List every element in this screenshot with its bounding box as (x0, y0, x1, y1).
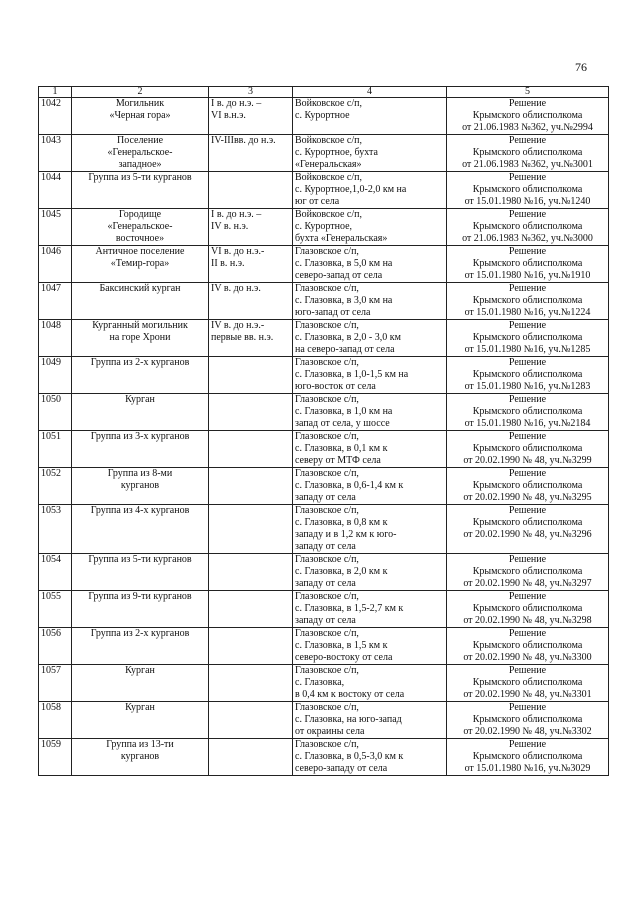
table-row (39, 505, 609, 554)
dating-cell (209, 246, 293, 283)
table-row (39, 357, 609, 394)
location-cell-line: от окраины села (295, 726, 365, 737)
location-cell-line: Глазовское с/п, (295, 505, 359, 516)
decision-cell-line: от 20.02.1990 № 48, уч.№3295 (463, 492, 592, 503)
decision-cell-line: от 20.02.1990 № 48, уч.№3298 (463, 615, 592, 626)
site-name-cell (72, 135, 209, 172)
table-row (39, 209, 609, 246)
decision-cell-line: Крымского облисполкома (472, 332, 583, 343)
location-cell-line: Глазовское с/п, (295, 357, 359, 368)
decision-cell-line: Решение (508, 702, 547, 713)
dating-cell (209, 591, 293, 628)
decision-cell-line: Решение (508, 628, 547, 639)
site-name-cell (72, 431, 209, 468)
decision-cell-line: от 20.02.1990 № 48, уч.№3297 (463, 578, 592, 589)
dating-cell (209, 357, 293, 394)
decision-cell-line: Крымского облисполкома (472, 369, 583, 380)
location-cell-line: северо-западу от села (295, 763, 388, 774)
table-row (39, 665, 609, 702)
location-cell-line: Глазовское с/п, (295, 591, 359, 602)
decision-cell-line: Решение (508, 505, 547, 516)
dating-cell-line: VI в. до н.э.- (211, 246, 265, 257)
decision-cell-line: от 20.02.1990 № 48, уч.№3299 (463, 455, 592, 466)
dating-cell (209, 505, 293, 554)
site-name-cell (72, 246, 209, 283)
dating-cell-line: VI в.н.э. (211, 110, 246, 121)
column-header: 2 (72, 87, 209, 98)
location-cell-line: с. Глазовка, в 3,0 км на (295, 295, 393, 306)
dating-cell-line: первые вв. н.э. (211, 332, 274, 343)
location-cell (293, 665, 447, 702)
column-header: 4 (293, 87, 447, 98)
location-cell-line: с. Глазовка, (295, 677, 345, 688)
location-cell (293, 98, 447, 135)
decision-cell-line: Решение (508, 739, 547, 750)
location-cell-line: северо-востоку от села (295, 652, 393, 663)
decision-cell (447, 554, 609, 591)
decision-cell-line: Решение (508, 431, 547, 442)
location-cell (293, 628, 447, 665)
row-number-cell: 1044 (39, 172, 72, 209)
dating-cell (209, 702, 293, 739)
row-number-cell: 1057 (39, 665, 72, 702)
location-cell-line: в 0,4 км к востоку от села (295, 689, 405, 700)
decision-cell (447, 628, 609, 665)
site-name-cell-line: Курганный могильник (92, 320, 188, 331)
site-name-cell-line: Курган (125, 394, 155, 405)
decision-cell-line: от 21.06.1983 №362, уч.№2994 (462, 122, 593, 133)
table-row (39, 246, 609, 283)
row-number-cell: 1047 (39, 283, 72, 320)
decision-cell (447, 357, 609, 394)
decision-cell (447, 739, 609, 776)
decision-cell-line: Решение (508, 246, 547, 257)
decision-cell (447, 665, 609, 702)
decision-cell-line: Крымского облисполкома (472, 258, 583, 269)
decision-cell-line: от 15.01.1980 №16, уч.№1240 (464, 196, 591, 207)
location-cell (293, 209, 447, 246)
location-cell-line: с. Курортное (295, 110, 350, 121)
column-header: 3 (209, 87, 293, 98)
decision-cell-line: от 20.02.1990 № 48, уч.№3302 (463, 726, 592, 737)
location-cell-line: Глазовское с/п, (295, 320, 359, 331)
decision-cell-line: Крымского облисполкома (472, 517, 583, 528)
location-cell-line: с. Глазовка, в 1,0-1,5 км на (295, 369, 409, 380)
dating-cell (209, 283, 293, 320)
dating-cell-line: IV-IIIвв. до н.э. (211, 135, 276, 146)
table-row (39, 702, 609, 739)
location-cell (293, 320, 447, 357)
location-cell-line: с. Курортное, бухта (295, 147, 378, 158)
site-name-cell (72, 320, 209, 357)
site-name-cell (72, 665, 209, 702)
dating-cell (209, 172, 293, 209)
table-row (39, 283, 609, 320)
dating-cell (209, 431, 293, 468)
site-name-cell (72, 283, 209, 320)
dating-cell-line: IV в. до н.э.- (211, 320, 265, 331)
location-cell-line: с. Глазовка, в 0,1 км к (295, 443, 388, 454)
row-number-cell: 1046 (39, 246, 72, 283)
site-name-cell-line: Группа из 9-ти курганов (88, 591, 192, 602)
location-cell-line: с. Глазовка, в 2,0 - 3,0 км (295, 332, 401, 343)
location-cell (293, 283, 447, 320)
site-name-cell (72, 394, 209, 431)
decision-cell (447, 246, 609, 283)
decision-cell (447, 591, 609, 628)
site-name-cell-line: курганов (120, 751, 160, 762)
row-number-cell: 1059 (39, 739, 72, 776)
site-name-cell-line: Группа из 5-ти курганов (88, 554, 192, 565)
location-cell-line: северо-запад от села (295, 270, 383, 281)
location-cell-line: с. Глазовка, в 0,8 км к (295, 517, 388, 528)
row-number-cell: 1053 (39, 505, 72, 554)
location-cell-line: на северо-запад от села (295, 344, 395, 355)
location-cell-line: западу от села (295, 615, 356, 626)
row-number-cell: 1042 (39, 98, 72, 135)
table-row (39, 135, 609, 172)
location-cell-line: Глазовское с/п, (295, 665, 359, 676)
row-number-cell: 1058 (39, 702, 72, 739)
decision-cell-line: Крымского облисполкома (472, 714, 583, 725)
location-cell-line: Глазовское с/п, (295, 739, 359, 750)
decision-cell (447, 505, 609, 554)
decision-cell-line: от 20.02.1990 № 48, уч.№3300 (463, 652, 592, 663)
registry-body (39, 98, 609, 776)
table-row (39, 172, 609, 209)
dating-cell-line: IV в. н.э. (211, 221, 249, 232)
location-cell-line: Глазовское с/п, (295, 468, 359, 479)
decision-cell-line: от 15.01.1980 №16, уч.№1910 (464, 270, 591, 281)
location-cell-line: Глазовское с/п, (295, 702, 359, 713)
site-name-cell-line: Античное поселение (95, 246, 185, 257)
dating-cell-line: II в. н.э. (211, 258, 245, 269)
decision-cell-line: от 21.06.1983 №362, уч.№3000 (462, 233, 593, 244)
location-cell (293, 468, 447, 505)
site-name-cell (72, 554, 209, 591)
decision-cell (447, 135, 609, 172)
row-number-cell: 1051 (39, 431, 72, 468)
dating-cell (209, 320, 293, 357)
location-cell (293, 394, 447, 431)
location-cell-line: Войковское с/п, (295, 172, 362, 183)
row-number-cell: 1052 (39, 468, 72, 505)
location-cell-line: с. Глазовка, в 1,5 км к (295, 640, 388, 651)
table-row (39, 431, 609, 468)
site-name-cell (72, 172, 209, 209)
location-cell-line: Глазовское с/п, (295, 246, 359, 257)
decision-cell (447, 431, 609, 468)
location-cell-line: западу от села (295, 541, 356, 552)
decision-cell-line: Крымского облисполкома (472, 480, 583, 491)
site-name-cell (72, 591, 209, 628)
location-cell (293, 739, 447, 776)
decision-cell-line: Решение (508, 283, 547, 294)
table-row (39, 320, 609, 357)
site-name-cell-line: «Генеральское- (107, 147, 173, 158)
decision-cell-line: Крымского облисполкома (472, 566, 583, 577)
site-name-cell-line: Группа из 2-х курганов (90, 628, 190, 639)
site-name-cell-line: «Генеральское- (107, 221, 173, 232)
dating-cell (209, 665, 293, 702)
site-name-cell-line: западное» (118, 159, 162, 170)
location-cell (293, 702, 447, 739)
location-cell-line: Войковское с/п, (295, 98, 362, 109)
location-cell-line: Глазовское с/п, (295, 554, 359, 565)
site-name-cell (72, 505, 209, 554)
heritage-registry-table (38, 86, 609, 776)
decision-cell-line: Решение (508, 554, 547, 565)
decision-cell-line: от 15.01.1980 №16, уч.№1285 (464, 344, 591, 355)
decision-cell-line: Крымского облисполкома (472, 443, 583, 454)
location-cell-line: с. Глазовка, в 0,5-3,0 км к (295, 751, 404, 762)
location-cell-line: западу от села (295, 578, 356, 589)
location-cell-line: западу от села (295, 492, 356, 503)
column-header: 5 (447, 87, 609, 98)
site-name-cell-line: Поселение (116, 135, 164, 146)
dating-cell (209, 135, 293, 172)
location-cell (293, 172, 447, 209)
location-cell-line: Глазовское с/п, (295, 628, 359, 639)
site-name-cell-line: курганов (120, 480, 160, 491)
decision-cell-line: от 15.01.1980 №16, уч.№2184 (464, 418, 591, 429)
location-cell-line: западу и в 1,2 км к юго- (295, 529, 397, 540)
decision-cell (447, 394, 609, 431)
decision-cell-line: Крымского облисполкома (472, 751, 583, 762)
dating-cell (209, 98, 293, 135)
decision-cell-line: Крымского облисполкома (472, 221, 583, 232)
site-name-cell-line: Могильник (115, 98, 165, 109)
location-cell-line: «Генеральская» (295, 159, 362, 170)
location-cell (293, 431, 447, 468)
decision-cell-line: от 15.01.1980 №16, уч.№1224 (464, 307, 591, 318)
site-name-cell-line: Группа из 8-ми (107, 468, 173, 479)
decision-cell-line: от 20.02.1990 № 48, уч.№3301 (463, 689, 592, 700)
location-cell-line: северу от МТФ села (295, 455, 381, 466)
decision-cell-line: Крымского облисполкома (472, 184, 583, 195)
dating-cell (209, 739, 293, 776)
dating-cell (209, 468, 293, 505)
site-name-cell (72, 468, 209, 505)
decision-cell-line: Крымского облисполкома (472, 603, 583, 614)
location-cell-line: с. Глазовка, в 5,0 км на (295, 258, 393, 269)
decision-cell-line: от 21.06.1983 №362, уч.№3001 (462, 159, 593, 170)
site-name-cell-line: на горе Хрони (109, 332, 171, 343)
site-name-cell-line: Группа из 5-ти курганов (88, 172, 192, 183)
decision-cell-line: Крымского облисполкома (472, 147, 583, 158)
row-number-cell: 1050 (39, 394, 72, 431)
dating-cell-line: I в. до н.э. – (211, 209, 262, 220)
table-row (39, 628, 609, 665)
location-cell-line: юго-восток от села (295, 381, 376, 392)
decision-cell-line: Решение (508, 98, 547, 109)
location-cell-line: Войковское с/п, (295, 135, 362, 146)
dating-cell (209, 554, 293, 591)
location-cell-line: юг от села (295, 196, 340, 207)
row-number-cell: 1048 (39, 320, 72, 357)
decision-cell-line: Решение (508, 394, 547, 405)
site-name-cell (72, 209, 209, 246)
decision-cell (447, 320, 609, 357)
row-number-cell: 1055 (39, 591, 72, 628)
location-cell-line: с. Глазовка, в 1,5-2,7 км к (295, 603, 404, 614)
decision-cell-line: Решение (508, 209, 547, 220)
location-cell-line: Глазовское с/п, (295, 283, 359, 294)
site-name-cell (72, 702, 209, 739)
table-row (39, 554, 609, 591)
row-number-cell: 1054 (39, 554, 72, 591)
row-number-cell: 1045 (39, 209, 72, 246)
decision-cell-line: Решение (508, 468, 547, 479)
site-name-cell-line: Группа из 13-ти (106, 739, 174, 750)
decision-cell (447, 98, 609, 135)
decision-cell-line: Решение (508, 135, 547, 146)
decision-cell-line: Решение (508, 320, 547, 331)
site-name-cell-line: Курган (125, 702, 155, 713)
dating-cell-line: I в. до н.э. – (211, 98, 262, 109)
location-cell-line: с. Курортное, (295, 221, 353, 232)
decision-cell (447, 702, 609, 739)
dating-cell (209, 394, 293, 431)
site-name-cell-line: Группа из 3-х курганов (90, 431, 190, 442)
row-number-cell: 1056 (39, 628, 72, 665)
site-name-cell-line: Баксинский курган (99, 283, 181, 294)
decision-cell-line: Решение (508, 591, 547, 602)
dating-cell (209, 628, 293, 665)
location-cell-line: Войковское с/п, (295, 209, 362, 220)
location-cell-line: с. Глазовка, на юго-запад (295, 714, 402, 725)
site-name-cell (72, 357, 209, 394)
location-cell-line: с. Глазовка, в 1,0 км на (295, 406, 393, 417)
site-name-cell (72, 98, 209, 135)
location-cell (293, 357, 447, 394)
location-cell-line: Глазовское с/п, (295, 394, 359, 405)
decision-cell (447, 209, 609, 246)
decision-cell (447, 283, 609, 320)
location-cell (293, 505, 447, 554)
location-cell (293, 554, 447, 591)
location-cell-line: запад от села, у шоссе (295, 418, 390, 429)
site-name-cell-line: Группа из 2-х курганов (90, 357, 190, 368)
location-cell-line: юго-запад от села (295, 307, 371, 318)
decision-cell-line: Решение (508, 665, 547, 676)
site-name-cell-line: Городище (118, 209, 162, 220)
decision-cell-line: от 15.01.1980 №16, уч.№3029 (464, 763, 591, 774)
decision-cell-line: Решение (508, 357, 547, 368)
table-row (39, 468, 609, 505)
decision-cell-line: Крымского облисполкома (472, 677, 583, 688)
page-number: 76 (575, 60, 587, 74)
table-row (39, 98, 609, 135)
decision-cell-line: Крымского облисполкома (472, 295, 583, 306)
site-name-cell-line: Группа из 4-х курганов (90, 505, 190, 516)
dating-cell (209, 209, 293, 246)
location-cell-line: с. Курортное,1,0-2,0 км на (295, 184, 407, 195)
decision-cell-line: Крымского облисполкома (472, 406, 583, 417)
row-number-cell: 1043 (39, 135, 72, 172)
table-row (39, 394, 609, 431)
table-row (39, 739, 609, 776)
site-name-cell-line: «Черная гора» (109, 110, 171, 121)
location-cell (293, 591, 447, 628)
location-cell-line: бухта «Генеральская» (295, 233, 388, 244)
location-cell-line: с. Глазовка, в 0,6-1,4 км к (295, 480, 404, 491)
site-name-cell (72, 739, 209, 776)
decision-cell (447, 468, 609, 505)
location-cell-line: Глазовское с/п, (295, 431, 359, 442)
site-name-cell-line: «Темир-гора» (110, 258, 170, 269)
location-cell (293, 135, 447, 172)
decision-cell (447, 172, 609, 209)
column-header: 1 (39, 87, 72, 98)
site-name-cell-line: восточное» (115, 233, 165, 244)
site-name-cell-line: Курган (125, 665, 155, 676)
decision-cell-line: Решение (508, 172, 547, 183)
row-number-cell: 1049 (39, 357, 72, 394)
location-cell-line: с. Глазовка, в 2,0 км к (295, 566, 388, 577)
decision-cell-line: Крымского облисполкома (472, 640, 583, 651)
site-name-cell (72, 628, 209, 665)
decision-cell-line: от 20.02.1990 № 48, уч.№3296 (463, 529, 592, 540)
decision-cell-line: Крымского облисполкома (472, 110, 583, 121)
table-row (39, 591, 609, 628)
dating-cell-line: IV в. до н.э. (211, 283, 261, 294)
decision-cell-line: от 15.01.1980 №16, уч.№1283 (464, 381, 591, 392)
location-cell (293, 246, 447, 283)
column-number-row (39, 87, 609, 98)
